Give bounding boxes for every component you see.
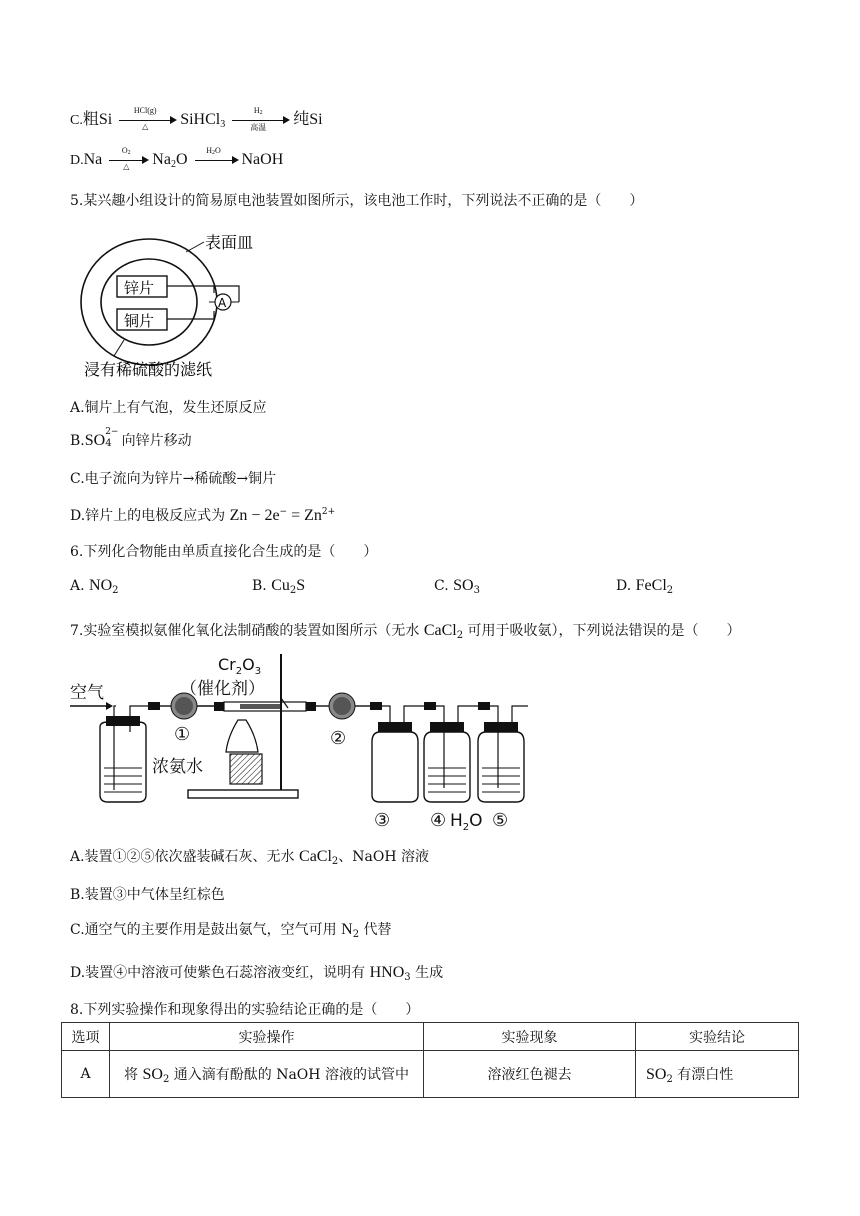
row-conclusion: $SO_2$ 有漂白性 xyxy=(636,1051,799,1098)
dish-label: 表面皿 xyxy=(205,233,254,252)
row-option: A xyxy=(62,1051,110,1098)
q6-option-b: B. $Cu_2S$ xyxy=(252,577,306,596)
reaction-arrow: $O_2$ △ xyxy=(109,153,149,167)
header-phenomenon: 实验现象 xyxy=(424,1023,636,1051)
q7-option-b: B.装置③中气体呈红棕色 xyxy=(70,887,225,903)
device-3-label: ③ xyxy=(374,810,391,831)
device-2-label: ② xyxy=(330,728,347,749)
q5-option-a: A.铜片上有气泡，发生还原反应 xyxy=(70,400,267,416)
header-operation: 实验操作 xyxy=(110,1023,424,1051)
device-5-label: ⑤ xyxy=(492,810,509,831)
table-row xyxy=(62,1051,799,1098)
reaction-arrow: HCl(g) △ xyxy=(119,113,177,127)
q7-option-a: A.装置①②⑤依次盛装碱石灰、无水 CaCl$_2$、NaOH 溶液 xyxy=(70,848,430,867)
q8-table xyxy=(61,1022,799,1098)
q5-option-b: B.SO 2− 4 向锌片移动 xyxy=(70,427,192,449)
header-conclusion: 实验结论 xyxy=(636,1023,799,1051)
catalyst-formula: $Cr_2O_3$ xyxy=(218,655,262,677)
air-label: 空气 xyxy=(70,683,104,703)
reaction-arrow: $H_2$ 高温 xyxy=(232,113,290,127)
q6-stem: 6.下列化合物能由单质直接化合生成的是（ ） xyxy=(70,544,378,560)
zinc-label: 锌片 xyxy=(124,279,155,297)
row-phenomenon: 溶液红色褪去 xyxy=(424,1051,636,1098)
device-4-label: ④ xyxy=(430,810,447,831)
device-1-label: ① xyxy=(174,724,191,745)
reaction-arrow: $H_2O$ xyxy=(195,153,239,167)
q7-option-d: D.装置④中溶液可使紫色石蕊溶液变红，说明有 $HNO_3$ 生成 xyxy=(70,964,444,983)
header-option: 选项 xyxy=(62,1023,110,1051)
q8-stem: 8.下列实验操作和现象得出的实验结论正确的是（ ） xyxy=(70,1002,420,1018)
nitric-acid-apparatus-figure xyxy=(68,652,530,834)
row-operation: 将 $SO_2$ 通入滴有酚酞的 NaOH 溶液的试管中 xyxy=(110,1051,424,1098)
q7-option-c: C.通空气的主要作用是鼓出氨气，空气可用 $N_2$ 代替 xyxy=(70,921,392,940)
water-label: $H_2O$ xyxy=(450,811,483,833)
ammeter-label: A xyxy=(218,296,227,310)
copper-label: 铜片 xyxy=(124,312,155,330)
q7-stem: 7.实验室模拟氨催化氧化法制硝酸的装置如图所示（无水 CaCl$_2$ 可用于吸收氨），下列说法错误的是（ ） xyxy=(70,622,741,641)
paper-label: 浸有稀硫酸的滤纸 xyxy=(84,360,213,379)
ammonia-label: 浓氨水 xyxy=(152,757,203,777)
q5-option-c: C.电子流向为锌片→稀硫酸→铜片 xyxy=(70,471,277,487)
q5-stem: 5.某兴趣小组设计的简易原电池装置如图所示，该电池工作时，下列说法不正确的是（ ） xyxy=(70,193,644,209)
q6-option-a: A. $NO_2$ xyxy=(70,577,119,596)
catalyst-label: （催化剂） xyxy=(180,679,265,699)
q4-option-c: C.粗Si HCl(g) △ SiHCl$_3$ $H_2$ 高温 纯Si xyxy=(70,106,323,133)
galvanic-cell-figure xyxy=(74,228,274,383)
q6-option-c: C. $SO_3$ xyxy=(434,577,480,596)
q6-option-d: D. FeCl$_2$ xyxy=(616,577,674,596)
q4-option-d: D.Na $O_2$ △ $Na_2O$ $H_2O$ NaOH xyxy=(70,146,284,172)
table-header-row xyxy=(62,1023,799,1051)
q5-option-d: D.锌片上的电极反应式为 $Zn - 2e^- = Zn^{2+}$ xyxy=(70,507,336,524)
